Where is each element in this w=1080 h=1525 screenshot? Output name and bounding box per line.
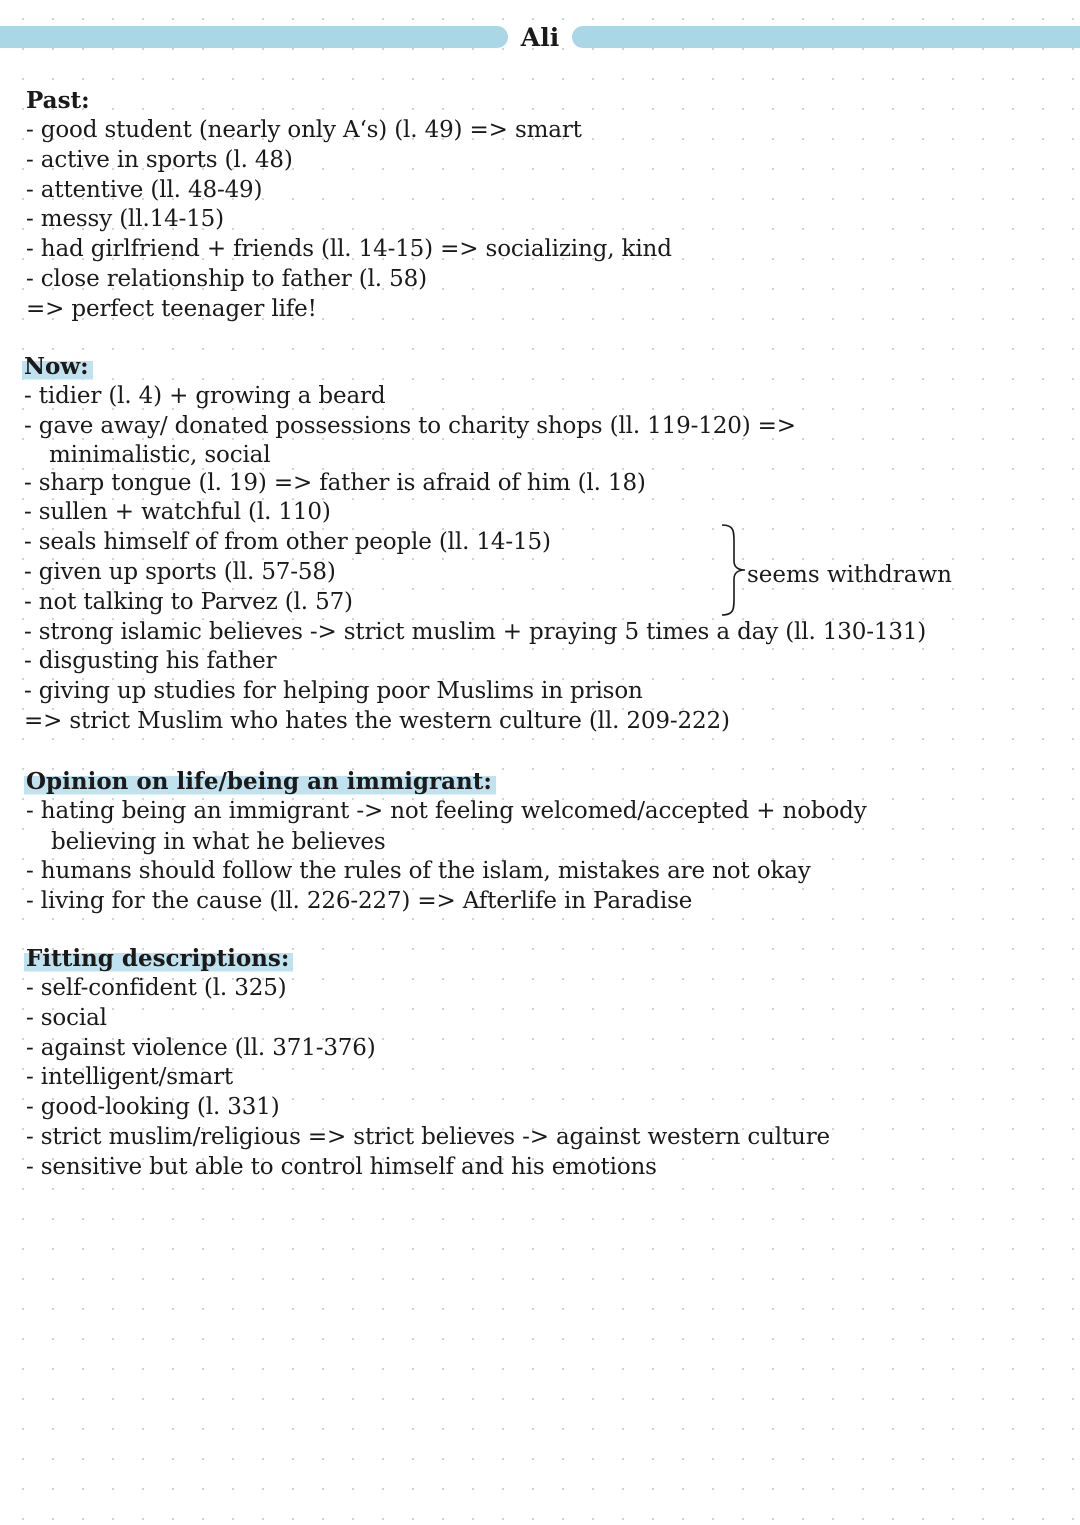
- page-title: Ali: [520, 23, 560, 52]
- brace-note: seems withdrawn: [747, 562, 952, 588]
- now-item-continuation: minimalistic, social: [49, 441, 271, 468]
- banner-bar-left: [0, 26, 508, 48]
- section-fitting: [26, 944, 830, 1183]
- fitting-item: - sensitive but able to control himself and his emotions: [26, 1153, 657, 1180]
- now-item: - strong islamic believes -> strict muslim + praying 5 times a day (ll. 130-131): [24, 618, 927, 645]
- fitting-item: - self-confident (l. 325): [26, 975, 287, 1001]
- now-item: - tidier (l. 4) + growing a beard: [24, 383, 386, 409]
- heading-opinion: Opinion on life/being an immigrant:: [24, 767, 496, 797]
- title-banner: [0, 24, 1080, 52]
- section-opinion: [26, 767, 867, 916]
- now-item: - disgusting his father: [24, 648, 277, 675]
- now-item: - sharp tongue (l. 19) => father is afraid of him (l. 18): [24, 469, 646, 496]
- now-item: - sullen + watchful (l. 110): [24, 499, 331, 526]
- now-item: - seals himself of from other people (ll. 14-15): [24, 529, 551, 556]
- opinion-item: - living for the cause (ll. 226-227) => Afterlife in Paradise: [26, 887, 693, 914]
- past-item: - good student (nearly only A‘s) (l. 49) => smart: [26, 117, 582, 143]
- past-item: - had girlfriend + friends (ll. 14-15) => socializing, kind: [26, 236, 672, 263]
- fitting-item: - against violence (ll. 371-376): [26, 1034, 376, 1061]
- opinion-item: - humans should follow the rules of the islam, mistakes are not okay: [26, 857, 811, 884]
- heading-now: Now:: [22, 352, 93, 382]
- opinion-item-continuation: believing in what he believes: [51, 828, 386, 855]
- curly-brace-icon: [718, 523, 748, 617]
- heading-fitting: Fitting descriptions:: [24, 944, 293, 974]
- opinion-item: - hating being an immigrant -> not feeling welcomed/accepted + nobody: [26, 798, 867, 824]
- section-past: [26, 86, 672, 325]
- fitting-item: - strict muslim/religious => strict believes -> against western culture: [26, 1123, 831, 1150]
- past-item: - attentive (ll. 48-49): [26, 176, 263, 203]
- now-item: - giving up studies for helping poor Muslims in prison: [24, 678, 643, 705]
- past-item: - active in sports (l. 48): [26, 146, 293, 173]
- now-conclusion: => strict Muslim who hates the western culture (ll. 209-222): [24, 707, 730, 734]
- now-item: - gave away/ donated possessions to charity shops (ll. 119-120) =>: [24, 412, 796, 439]
- heading-past: Past:: [26, 87, 90, 114]
- past-item: - close relationship to father (l. 58): [26, 265, 427, 292]
- section-now: [24, 352, 926, 737]
- past-item: - messy (ll.14-15): [26, 206, 224, 233]
- fitting-item: - social: [26, 1004, 107, 1031]
- fitting-item: - good-looking (l. 331): [26, 1094, 280, 1121]
- banner-bar-right: [572, 26, 1080, 48]
- now-item: - given up sports (ll. 57-58): [24, 558, 336, 585]
- past-conclusion: => perfect teenager life!: [26, 295, 317, 322]
- now-item: - not talking to Parvez (l. 57): [24, 588, 353, 615]
- fitting-item: - intelligent/smart: [26, 1064, 234, 1091]
